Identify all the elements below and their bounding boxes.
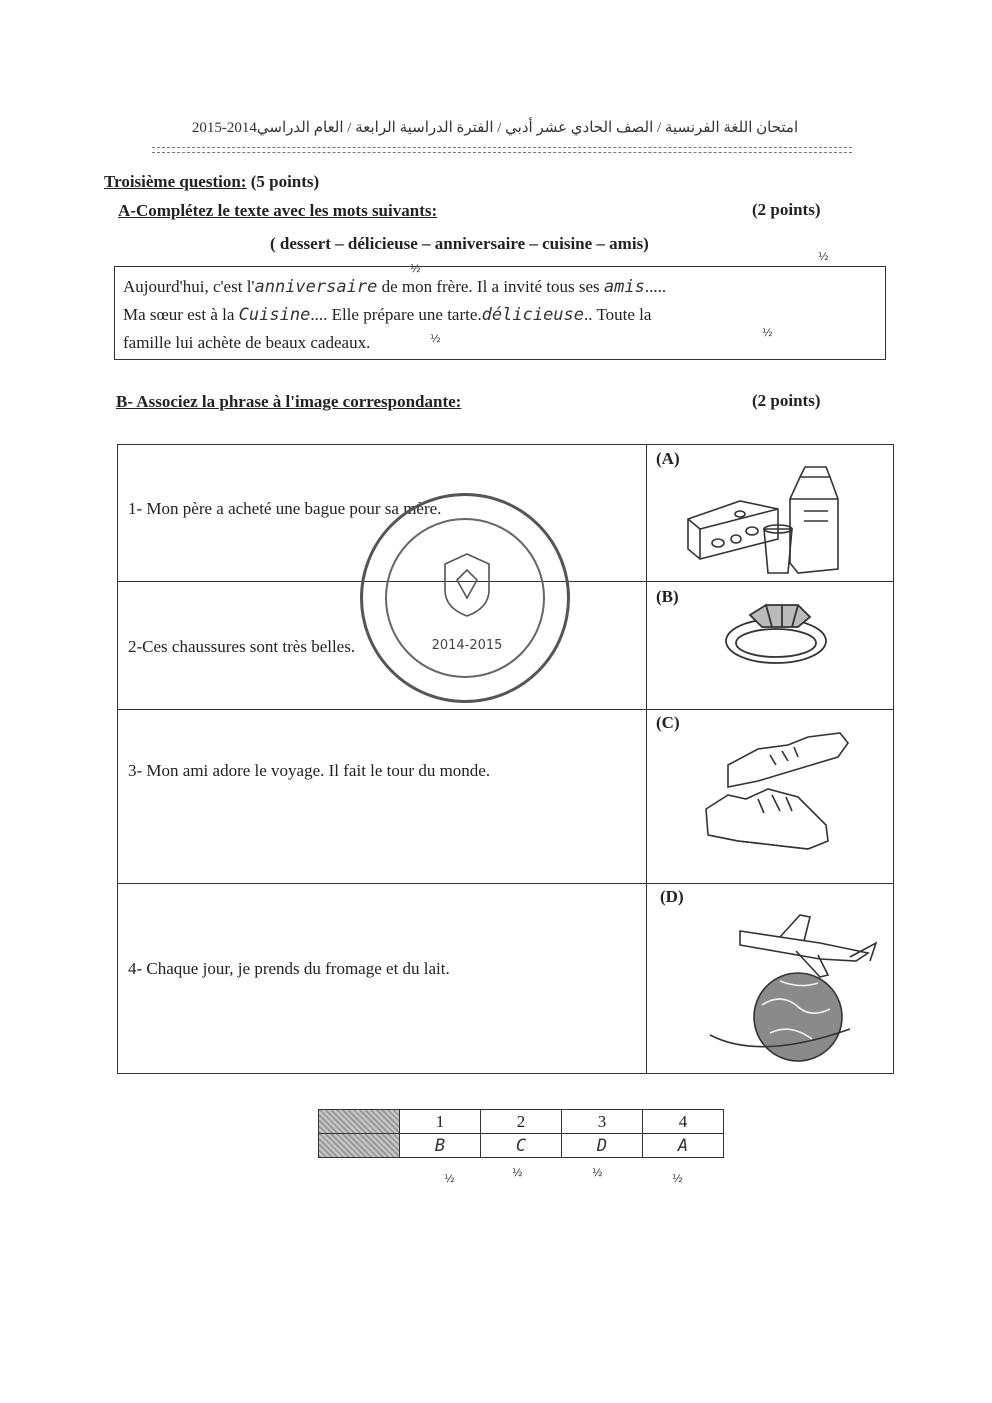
sentence-4: 4- Chaque jour, je prends du fromage et du lait.: [128, 959, 450, 978]
stamp-inner-ring: [385, 518, 545, 678]
part-a-points: (2 points): [752, 200, 821, 219]
grid-answer-2: C: [481, 1134, 562, 1158]
grade-mark-a3: ½: [430, 332, 441, 345]
fill-line-3: famille lui achète de beaux cadeaux.: [123, 333, 371, 352]
ring-icon: [714, 595, 834, 675]
fill-line-2: Ma sœur est à la Cuisine.... Elle prépare une tarte.délicieuse.. Toute la: [123, 305, 652, 325]
row-divider-2: [118, 709, 893, 710]
fill-text-box: [114, 266, 886, 360]
fill-line-1: Aujourd'hui, c'est l'anniversaire de mon frère. Il a invité tous ses amis.....: [123, 277, 667, 297]
part-b-points: (2 points): [752, 391, 821, 410]
grid-mark-3: ½: [592, 1166, 603, 1179]
stamp-year: 2014-2015: [431, 638, 503, 653]
grid-mark-1: ½: [444, 1172, 455, 1185]
part-a-title-text: A-Complétez le texte avec les mots suivants:: [118, 201, 438, 220]
answer-grid-header-cell: [319, 1110, 400, 1134]
question-title-text: Troisième question:: [104, 172, 247, 191]
letter-c: (C): [656, 713, 680, 732]
answer-anniversaire: anniversaire: [254, 277, 378, 297]
header-rule-1: [152, 147, 852, 148]
part-a-title: [118, 201, 437, 221]
grid-number-4: 4: [643, 1110, 724, 1134]
grade-mark-a1: ½: [410, 262, 421, 275]
grade-mark-a2: ½: [818, 250, 829, 263]
school-stamp: [360, 493, 570, 703]
grid-mark-2: ½: [512, 1166, 523, 1179]
answer-cuisine: Cuisine: [238, 305, 311, 325]
grid-number-2: 2: [481, 1110, 562, 1134]
part-b-title: [116, 392, 461, 412]
sentence-3: 3- Mon ami adore le voyage. Il fait le tour du monde.: [128, 761, 491, 780]
row-divider-3: [118, 883, 893, 884]
grade-mark-a4: ½: [762, 326, 773, 339]
answer-grid-answers-row: [319, 1134, 724, 1158]
plane-globe-icon: [700, 909, 880, 1065]
part-b-title-text: B- Associez la phrase à l'image correspondante:: [116, 392, 462, 411]
sentence-1: 1- Mon père a acheté une bague pour sa mère.: [128, 499, 442, 518]
cheese-milk-icon: [680, 459, 870, 579]
emblem-icon: [437, 550, 497, 620]
grid-number-3: 3: [562, 1110, 643, 1134]
grid-mark-4: ½: [672, 1172, 683, 1185]
answer-amis: amis: [603, 277, 645, 297]
letter-d: (D): [660, 887, 684, 906]
answer-grid-header-cell: [319, 1134, 400, 1158]
grid-answer-4: A: [643, 1134, 724, 1158]
grid-number-1: 1: [400, 1110, 481, 1134]
sentence-2: 2-Ces chaussures sont très belles.: [128, 637, 356, 656]
answer-grid: [318, 1109, 724, 1158]
grid-answer-1: B: [400, 1134, 481, 1158]
answer-delicieuse: délicieuse: [481, 305, 585, 325]
letter-a: (A): [656, 449, 680, 468]
question-title: [104, 172, 319, 192]
header-rule-2: [152, 152, 852, 153]
word-list: ( dessert – délicieuse – anniversaire – cuisine – amis): [270, 234, 649, 253]
shoes-icon: [698, 725, 858, 865]
exam-header: امتحان اللغة الفرنسية / الصف الحادي عشر أدبي / الفترة الدراسية الرابعة / العام الدراسي2014-2015: [191, 120, 799, 136]
grid-answer-3: D: [562, 1134, 643, 1158]
answer-grid-numbers-row: [319, 1110, 724, 1134]
letter-b: (B): [656, 587, 679, 606]
question-points: (5 points): [250, 172, 320, 191]
